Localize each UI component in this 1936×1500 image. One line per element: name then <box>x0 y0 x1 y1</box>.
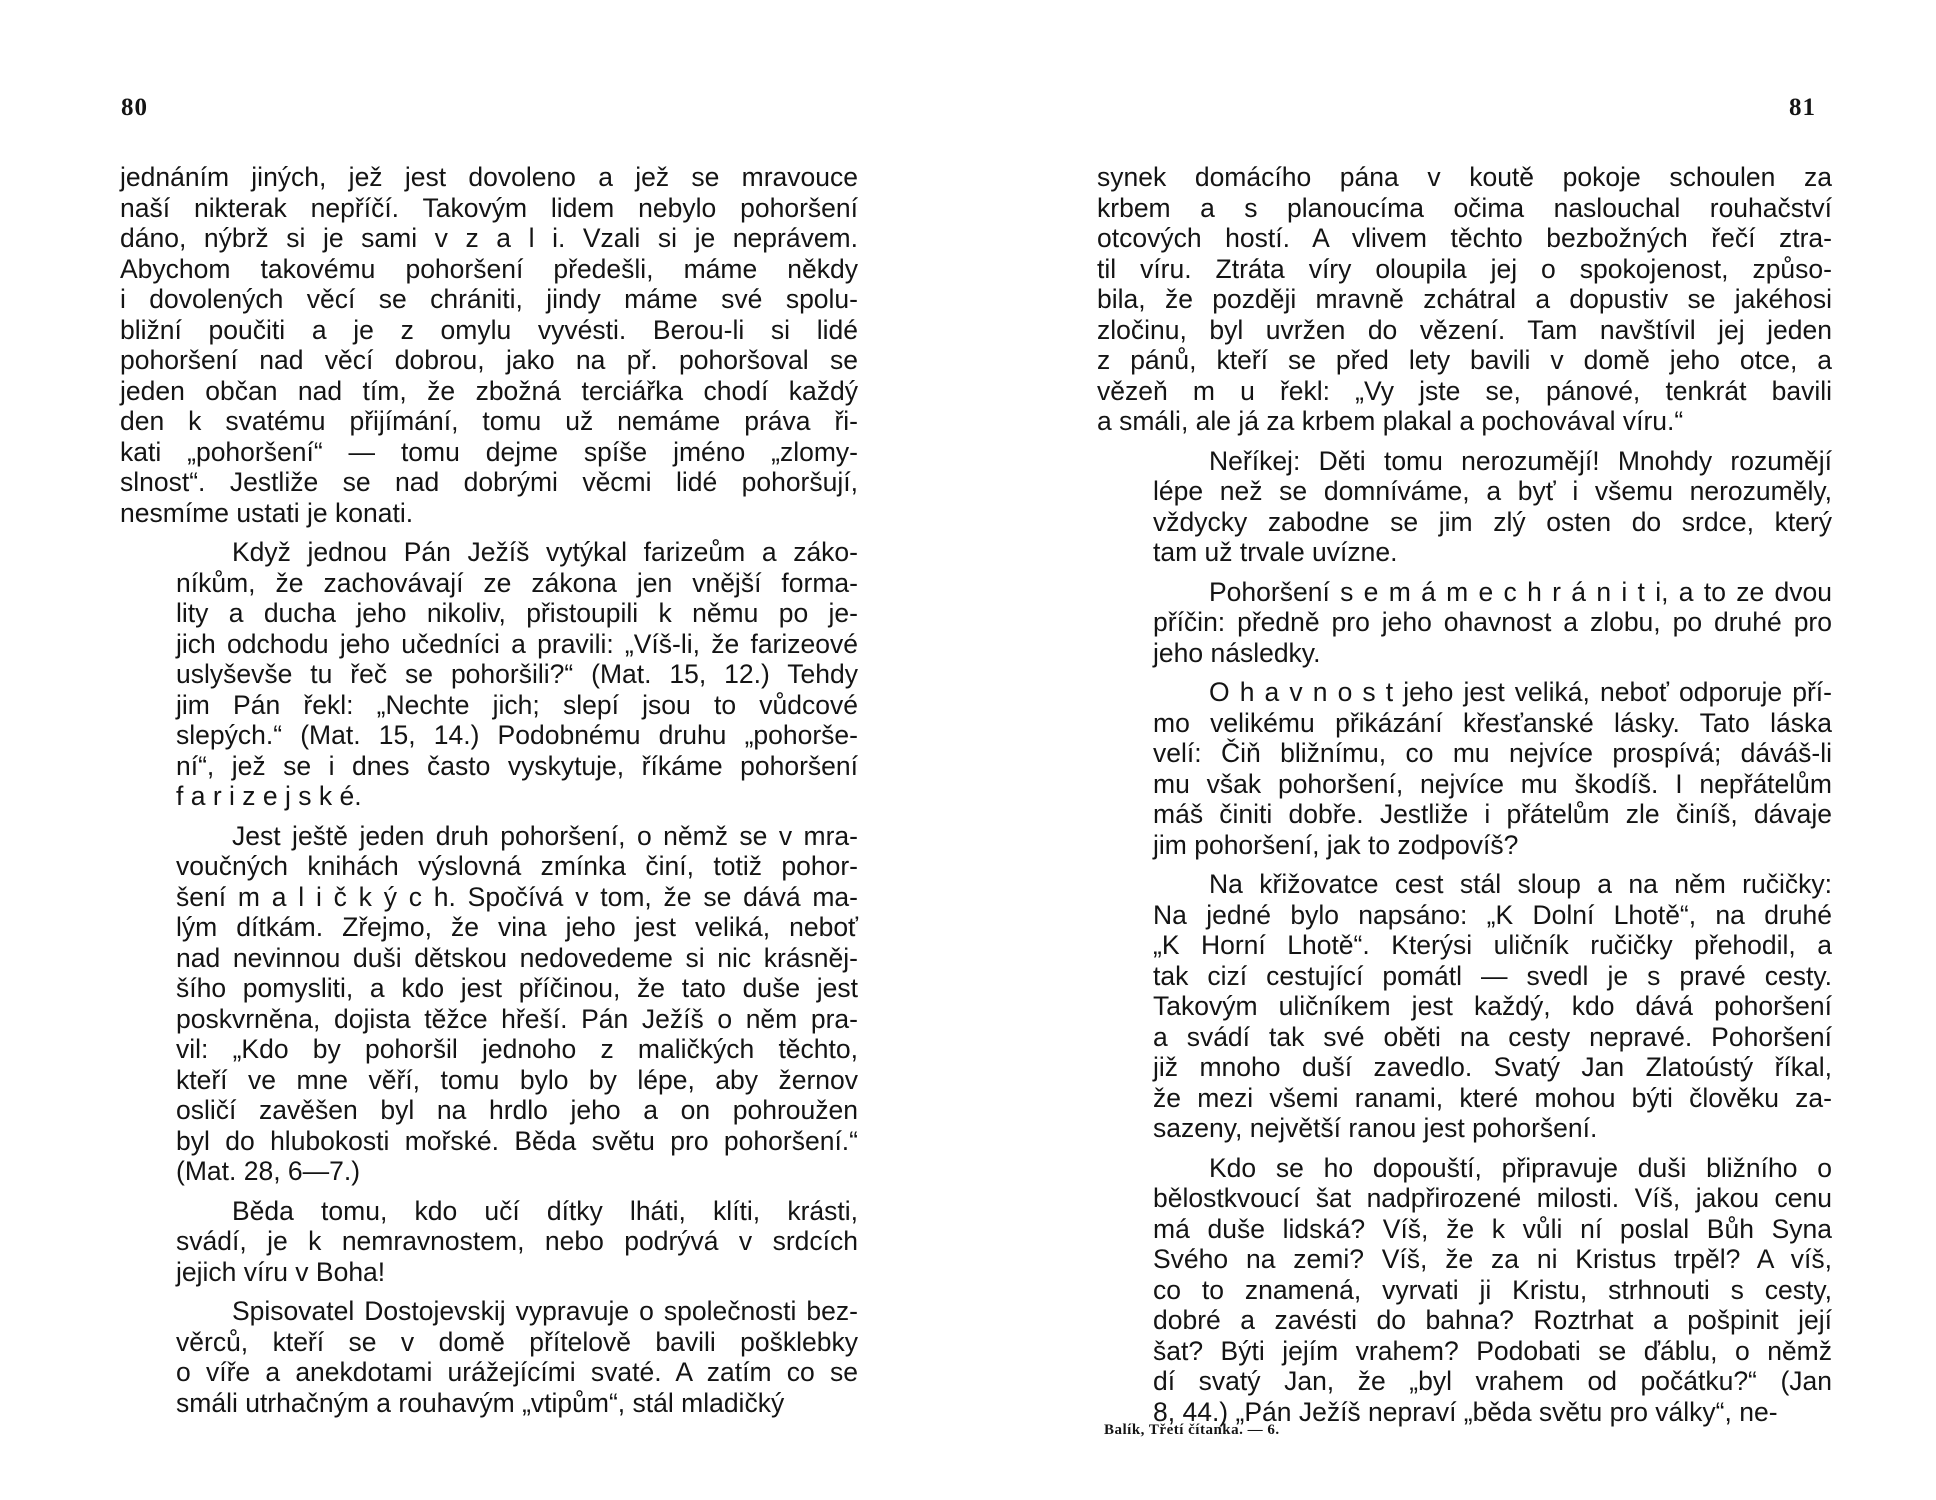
text-line: i dovolených věcí se chrániti, jindy máme své spolu- <box>120 284 858 314</box>
text-line: slepých.“ (Mat. 15, 14.) Podobnému druhu „pohorše- <box>176 720 858 750</box>
text-line: poskvrněna, dojista těžce hřeší. Pán Ježíš o něm pra- <box>176 1003 858 1034</box>
text-line: til víru. Ztráta víry oloupila jej o spokojenost, způso- <box>1097 253 1832 284</box>
text-line: byl do hlubokosti mořské. Běda světu pro pohoršení.“ <box>176 1125 858 1156</box>
text-line: smáli utrhačným a rouhavým „vtipům“, stál mladičký <box>176 1387 785 1418</box>
text-line: má duše lidská? Víš, že k vůli ní poslal Bůh Syna <box>1153 1213 1832 1244</box>
text-line: kati „pohoršení“ — tomu dejme spíše jméno „zlomy- <box>120 436 858 467</box>
paragraph <box>120 537 858 812</box>
text-line: osličí zavěšen byl na hrdlo jeho a on pohroužen <box>176 1095 858 1125</box>
text-line: ní“, jež se i dnes často vyskytuje, říkáme pohoršení <box>176 750 858 781</box>
text-line: mo velikému přikázání křesťanské lásky. Tato láska <box>1153 707 1832 738</box>
text-line: f a r i z e j s k é. <box>176 781 362 811</box>
text-line: máš činiti dobře. Jestliže i přátelům zle činíš, dávaje <box>1153 799 1832 829</box>
text-line: slnost“. Jestliže se nad dobrými věcmi lidé pohoršují, <box>120 467 858 497</box>
page-number: 81 <box>1789 94 1816 121</box>
text-line: uslyševše tu řeč se pohoršili?“ (Mat. 15, 12.) Tehdy <box>176 659 858 689</box>
paragraph <box>1097 162 1832 437</box>
text-line: voučných knihách výslovná zmínka činí, totiž pohor- <box>176 851 858 881</box>
text-line: synek domácího pána v koutě pokoje schoulen za <box>1097 162 1832 192</box>
text-line: tak cizí cestující pomátl — svedl je s pravé cesty. <box>1153 960 1832 991</box>
text-line: bližní poučiti a je z omylu vyvésti. Berou-li si lidé <box>120 314 858 345</box>
text-line: Abychom takovému pohoršení předešli, máme někdy <box>120 253 858 284</box>
text-line: Běda tomu, kdo učí dítky lháti, klíti, krásti, <box>232 1195 858 1226</box>
text-line: O h a v n o s t jeho jest veliká, neboť odporuje pří- <box>1209 677 1832 707</box>
text-line: jeho následky. <box>1153 637 1321 668</box>
page-number: 80 <box>121 94 148 121</box>
text-line: svádí, je k nemravnostem, nebo podrývá v srdcích <box>176 1226 858 1256</box>
text-line: 8, 44.) „Pán Ježíš nepraví „běda světu pro války“, ne- <box>1153 1396 1778 1427</box>
text-line: že mezi všemi ranami, které mohou býti člověku za- <box>1153 1082 1832 1113</box>
text-line: Na křižovatce cest stál sloup a na něm ručičky: <box>1209 869 1832 899</box>
text-line: dáno, nýbrž si je sami v z a l i. Vzali si je neprávem. <box>120 223 858 253</box>
text-line: příčin: předně pro jeho ohavnost a zlobu, po druhé pro <box>1153 607 1832 637</box>
text-line: Neříkej: Děti tomu nerozumějí! Mnohdy rozumějí <box>1209 445 1832 476</box>
paragraph <box>120 1196 858 1288</box>
text-line: jim pohoršení, jak to zodpovíš? <box>1153 829 1519 860</box>
text-line: dí svatý Jan, že „byl vrahem od počátku?“ (Jan <box>1153 1366 1832 1396</box>
text-line: jeden občan nad tím, že zbožná terciářka chodí každý <box>120 375 858 406</box>
text-line: zločinu, byl uvržen do vězení. Tam navštívil jej jeden <box>1097 314 1832 345</box>
text-line: lým dítkám. Zřejmo, že vina jeho jest veliká, neboť <box>176 912 858 942</box>
text-line: z pánů, kteří se před lety bavili v domě jeho otce, a <box>1097 345 1832 375</box>
paragraph <box>1097 677 1832 860</box>
text-line: bělostkvoucí šat nadpřirozené milosti. Víš, jakou cenu <box>1153 1183 1832 1213</box>
text-line: jednáním jiných, jež jest dovoleno a jež se mravouce <box>120 162 858 192</box>
text-line: a svádí tak své oběti na cesty nepravé. Pohoršení <box>1153 1021 1832 1052</box>
text-line: Pohoršení s e m á m e c h r á n i t i, a to ze dvou <box>1209 576 1832 607</box>
text-line: Kdo se ho dopouští, připravuje duši bližního o <box>1209 1152 1832 1183</box>
text-line: otcových hostí. A vlivem těchto bezbožných řečí ztra- <box>1097 223 1832 253</box>
text-line: co to znamená, vyrvati ji Kristu, strhnouti s cesty, <box>1153 1274 1832 1305</box>
text-line: naší nikterak nepříčí. Takovým lidem nebylo pohoršení <box>120 192 858 223</box>
right-page <box>968 0 1936 1500</box>
text-line: lity a ducha jeho nikoliv, přistoupili k němu po je- <box>176 598 858 628</box>
text-line: Na jedné bylo napsáno: „K Dolní Lhotě“, na druhé <box>1153 899 1832 930</box>
text-line: Takovým uličníkem jest každý, kdo dává pohoršení <box>1153 991 1832 1021</box>
text-line: šení m a l i č k ý c h. Spočívá v tom, že se dává ma- <box>176 881 858 912</box>
text-line: a smáli, ale já za krbem plakal a pochovával víru.“ <box>1097 406 1684 436</box>
left-text-column <box>120 162 858 1427</box>
text-line: Když jednou Pán Ježíš vytýkal farizeům a záko- <box>232 537 858 567</box>
text-line: lépe než se domníváme, a byť i všemu nerozuměly, <box>1153 476 1832 506</box>
text-line: (Mat. 28, 6—7.) <box>176 1156 361 1186</box>
paragraph <box>1097 1153 1832 1428</box>
footer-signature: Balík, Třetí čítanka. — 6. <box>1104 1422 1280 1438</box>
text-line: kteří ve mne věří, tomu bylo by lépe, aby žernov <box>176 1064 858 1095</box>
text-line: níkům, že zachovávají ze zákona jen vnější forma- <box>176 567 858 598</box>
text-line: pohoršení nad věcí dobrou, jako na př. pohoršoval se <box>120 345 858 375</box>
text-line: den k svatému přijímání, tomu už nemáme práva ři- <box>120 406 858 436</box>
text-line: „K Horní Lhotě“. Kterýsi uličník ručičky přehodil, a <box>1153 930 1832 960</box>
text-line: o víře a anekdotami urážejícími svaté. A zatím co se <box>176 1357 858 1387</box>
text-line: vil: „Kdo by pohoršil jednoho z maličkých těchto, <box>176 1034 858 1064</box>
text-line: tam už trvale uvízne. <box>1153 537 1398 567</box>
text-line: Jest ještě jeden druh pohoršení, o němž se v mra- <box>232 820 858 851</box>
text-line: jim Pán řekl: „Nechte jich; slepí jsou to vůdcové <box>176 689 858 720</box>
paragraph <box>120 162 858 528</box>
paragraph <box>120 1296 858 1418</box>
text-line: již mnoho duší zavedlo. Svatý Jan Zlatoústý říkal, <box>1153 1052 1832 1082</box>
text-line: dobré a zavésti do bahna? Roztrhat a pošpinit její <box>1153 1305 1832 1335</box>
text-line: věrců, kteří se v domě přítelově bavili pošklebky <box>176 1326 858 1357</box>
text-line: velí: Čiň bližnímu, co mu nejvíce prospívá; dáváš-li <box>1153 738 1832 768</box>
text-line: vězeň m u řekl: „Vy jste se, pánové, tenkrát bavili <box>1097 375 1832 406</box>
text-line: šat? Býti jejím vrahem? Podobati se ďáblu, o němž <box>1153 1335 1832 1366</box>
text-line: Svého na zemi? Víš, že za ni Kristus trpěl? A víš, <box>1153 1244 1832 1274</box>
text-line: sazeny, největší ranou jest pohoršení. <box>1153 1113 1598 1143</box>
text-line: mu však pohoršení, nejvíce mu škodíš. I nepřátelům <box>1153 768 1832 799</box>
paragraph <box>1097 446 1832 568</box>
text-line: krbem a s planoucíma očima naslouchal rouhačství <box>1097 192 1832 223</box>
text-line: nesmíme ustati je konati. <box>120 497 414 528</box>
text-line: bila, že později mravně zchátral a dopustiv se jakéhosi <box>1097 284 1832 314</box>
text-line: nad nevinnou duši dětskou nedovedeme si nic krásněj- <box>176 942 858 973</box>
paragraph <box>1097 577 1832 669</box>
right-text-column <box>1097 162 1832 1436</box>
paragraph <box>1097 869 1832 1144</box>
text-line: jejich víru v Boha! <box>176 1256 386 1287</box>
text-line: Spisovatel Dostojevskij vypravuje o společnosti bez- <box>232 1296 858 1326</box>
text-line: jich odchodu jeho učedníci a pravili: „Víš-li, že farizeové <box>176 628 858 659</box>
text-line: vždycky zabodne se jim zlý osten do srdce, který <box>1153 506 1832 537</box>
text-line: šího pomysliti, a kdo jest příčinou, že tato duše jest <box>176 973 858 1003</box>
paragraph <box>120 821 858 1187</box>
